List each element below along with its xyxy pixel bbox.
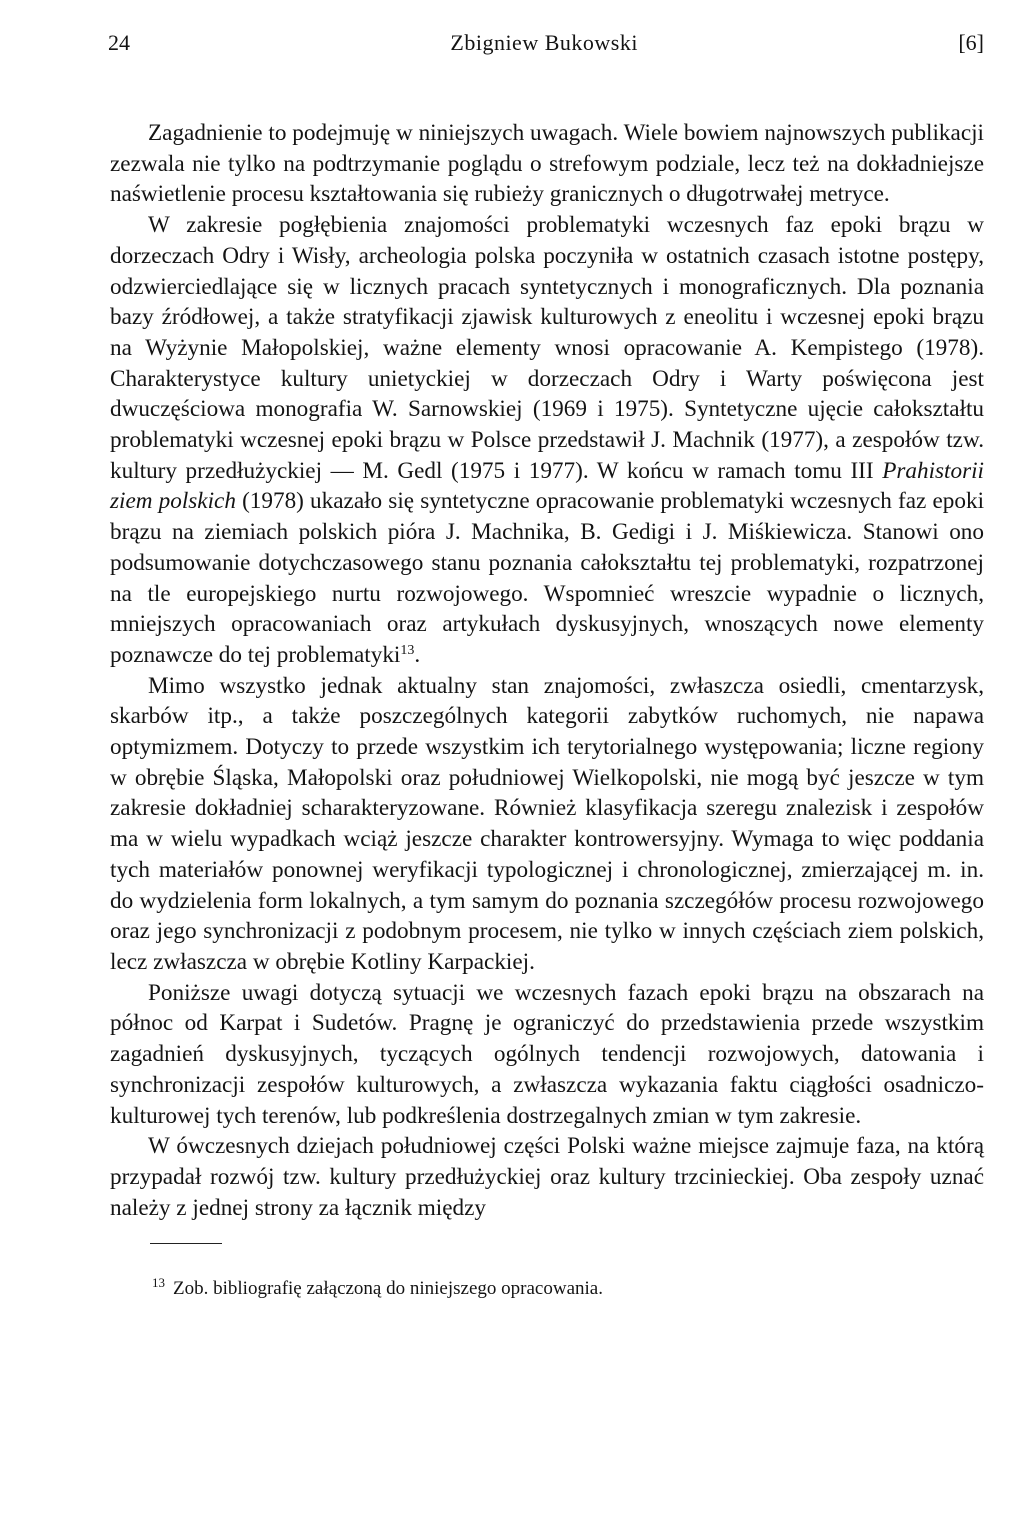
body-text [110,118,984,1223]
footnote [152,1270,984,1302]
running-header [108,30,984,64]
paragraph [110,118,984,210]
page-number: 24 [108,30,130,55]
paragraph-text: . [414,641,421,668]
paragraph-text: Mimo wszystko jednak aktualny stan znajomości, zwłaszcza osiedli, cmentarzysk, skarbów itp., a także poszczególnych kategorii zabytków ruchomych, nie napawa optymizmem. Dotyczy to przede wszystkim ich terytorialnego występowania; liczne regiony w obrębie Śląska, Małopolski oraz południowej Wielkopolski, nie mogą być jeszcze w tym zakresie dokładniej scharakteryzowane. Również klasyfikacja szeregu znalezisk i zespołów ma w wielu wypadkach wciąż jeszcze charakter kontrowersyjny. Wymaga to więc poddania tych materiałów ponownej weryfikacji typologicznej i chronologicznej, zmierzającej m. in. do wydzielenia form lokalnych, a tym samym do poznania szczegółów procesu rozwojowego oraz jego synchronizacji z podobnym procesem, nie tylko w innych częściach ziem polskich, lecz zwłaszcza w obrębie Kotliny Karpackiej. [110,672,984,975]
paragraph [110,978,984,1132]
page [110,30,984,1302]
footnote-reference: 13 [400,642,415,658]
running-head-author: Zbigniew Bukowski [450,30,638,55]
paragraph-text: Zagadnienie to podejmuję w niniejszych uwagach. Wiele bowiem najnowszych publikacji zezwala nie tylko na podtrzymanie poglądu o strefowym podziale, lecz też na dokładniejsze naświetlenie procesu kształtowania się rubieży granicznych o długotrwałej metryce. [110,120,984,208]
paragraph-text: W zakresie pogłębienia znajomości problematyki wczesnych faz epoki brązu w dorzeczach Odry i Wisły, archeologia polska poczyniła w ostatnich czasach istotne postępy, odzwierciedlające się w licznych pracach syntetycznych i monograficznych. Dla poznania bazy źródłowej, a także stratyfikacji zjawisk kulturowych z eneolitu i wczesnej epoki brązu na Wyżynie Małopolskiej, ważne elementy wnosi opracowanie A. Kempistego (1978). Charakterystyce kultury unietyckiej w dorzeczach Odry i Warty poświęcona jest dwuczęściowa monografia W. Sarnowskiej (1969 i 1975). Syntetyczne ujęcie całokształtu problematyki wczesnej epoki brązu w Polsce przedstawił J. Machnik (1977), a zespołów tzw. kultury przedłużyckiej — M. Gedl (1975 i 1977). W końcu w ramach tomu III [110,212,984,484]
footnote-rule [150,1243,222,1244]
paragraph-text: W ówczesnych dziejach południowej części Polski ważne miejsce zajmuje faza, na którą przypadał rozwój tzw. kultury przedłużyckiej oraz kultury trzcinieckiej. Oba zespoły uznać należy z jednej strony za łącznik między [110,1133,984,1221]
section-number: [6] [958,30,984,55]
paragraph [110,210,984,671]
footnote-mark: 13 [152,1275,165,1291]
paragraph [110,1131,984,1223]
book-title-italic: Prahistorii ziem polskich [110,457,984,515]
paragraph-text: (1978) ukazało się syntetyczne opracowanie problematyki wczesnych faz epoki brązu na ziemiach polskich pióra J. Machnika, B. Gedigi i J. Miśkiewicza. Stanowi ono podsumowanie dotychczasowego stanu poznania całokształtu tej problematyki, rozpatrzonej na tle europejskiego nurtu rozwojowego. Wspomnieć wreszcie wypadnie o licznych, mniejszych opracowaniach oraz artykułach dyskusyjnych, wnoszących nowe elementy poznawcze do tej problematyki [110,488,985,668]
paragraph-text: Poniższe uwagi dotyczą sytuacji we wczesnych fazach epoki brązu na obszarach na północ od Karpat i Sudetów. Pragnę je ograniczyć do przedstawienia przede wszystkim zagadnień dyskusyjnych, tyczących ogólnych tendencji rozwojowych, datowania i synchronizacji zespołów kulturowych, a zwłaszcza wykazania faktu ciągłości osadniczo-kulturowej tych terenów, lub podkreślenia dostrzegalnych zmian w tym zakresie. [110,979,984,1129]
paragraph [110,671,984,978]
footnote-text: Zob. bibliografię załączoną do niniejszego opracowania. [173,1278,603,1300]
